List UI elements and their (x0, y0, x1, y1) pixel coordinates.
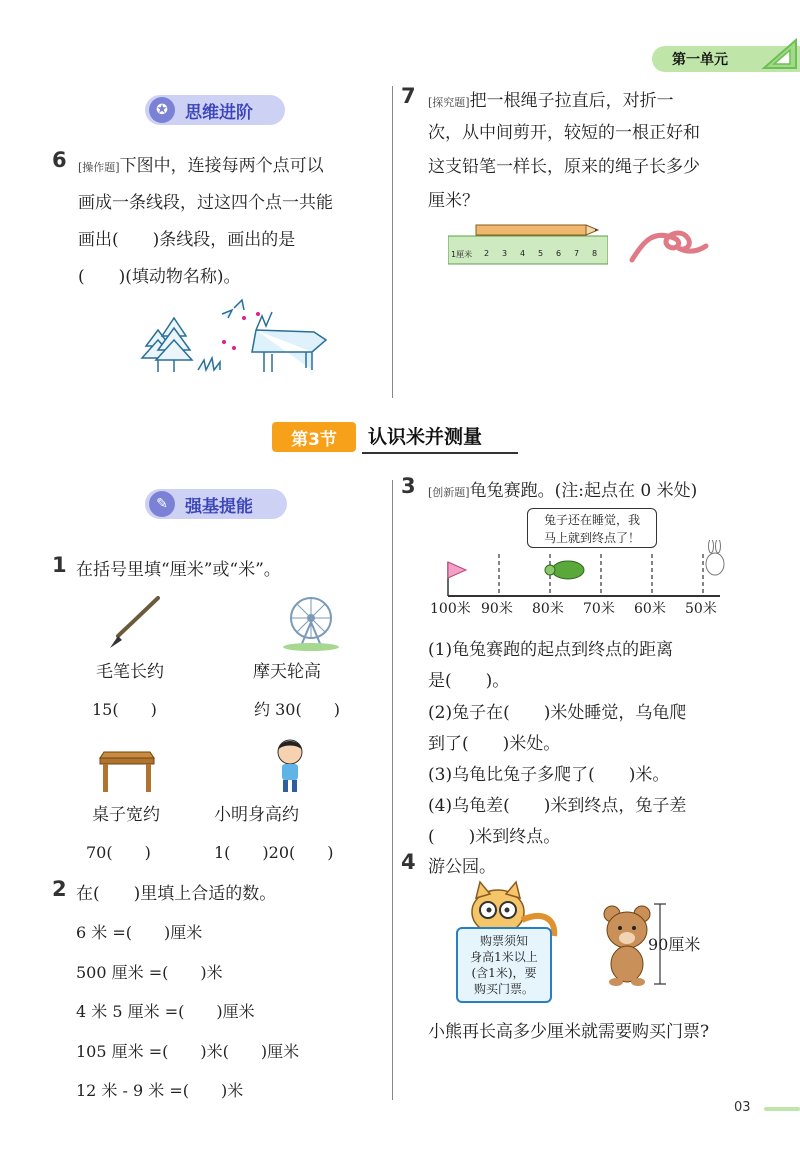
question-tag: [创新题] (428, 486, 470, 499)
sign-line: (含1米)，要 (471, 966, 537, 980)
q1-item-label: 小明身高约 (214, 805, 299, 825)
column-divider-top (392, 86, 393, 398)
column-divider-bottom (392, 480, 393, 1100)
ruler-tick-label: 8 (592, 249, 598, 258)
q6-text: 下图中，连接每两个点可以 (119, 156, 324, 176)
ruler-unit-label: 1厘米 (451, 250, 473, 259)
q7-line-2: 次，从中间剪开，较短的一根正好和 (428, 123, 700, 143)
pencil-and-ruler (448, 222, 608, 266)
turtle-icon (545, 561, 584, 579)
q3-sub-line: 是( )。 (428, 671, 510, 691)
q2-line: 4 米 5 厘米 =( )厘米 (76, 1002, 255, 1021)
q1-text: 在括号里填“厘米”或“米”。 (76, 560, 281, 580)
track-label: 80米 (532, 601, 564, 617)
q6-line-1 (78, 151, 324, 176)
triangle-icon (760, 38, 800, 72)
track-label: 90米 (481, 601, 513, 617)
badge-basic (145, 489, 287, 519)
q1-item-answer: 15( ) (92, 700, 157, 719)
q1-item-label: 摩天轮高 (253, 662, 321, 682)
q6-line-3: 画出( )条线段，画出的是 (78, 230, 296, 250)
speech-line: 兔子还在睡觉，我 (543, 513, 640, 527)
q3-sub-line: ( )米到终点。 (428, 827, 561, 847)
race-track (428, 540, 728, 600)
ruler-tick-label: 4 (520, 249, 526, 258)
q2-line: 12 米 - 9 米 =( )米 (76, 1081, 244, 1100)
unit-tab (652, 46, 800, 72)
page-number: 03 (734, 1100, 751, 1115)
question-number: 3 (401, 474, 416, 498)
ruler-tick-label: 3 (502, 249, 508, 258)
track-label: 70米 (583, 601, 615, 617)
section-title: 认识米并测量 (362, 422, 518, 454)
sign-line: 购买门票。 (473, 982, 534, 996)
question-number: 7 (401, 84, 416, 108)
q7-line-1 (428, 86, 674, 111)
table-icon (96, 748, 158, 794)
pencil-badge-icon: ✎ (149, 491, 175, 517)
q3-text-line (428, 476, 697, 501)
rabbit-icon (706, 540, 724, 575)
badge-label: 强基提能 (185, 496, 253, 517)
q7-line-3: 这支铅笔一样长，原来的绳子长多少 (428, 157, 700, 177)
q3-text: 龟兔赛跑。(注:起点在 0 米处) (469, 481, 698, 501)
q1-item-answer: 1( )20( ) (214, 843, 334, 862)
q3-sub-line: 到了( )米处。 (428, 734, 561, 754)
q2-line: 6 米 =( )厘米 (76, 923, 203, 942)
q1-item-answer: 70( ) (86, 843, 151, 862)
badge-label: 思维进阶 (185, 102, 253, 123)
animal-dots-illustration (126, 296, 336, 382)
track-label: 50米 (685, 601, 717, 617)
sign-line: 购票须知 (479, 934, 528, 948)
q1-item-answer: 约 30( ) (254, 700, 340, 719)
q3-sub-line: (3)乌龟比兔子多爬了( )米。 (428, 765, 670, 785)
q2-line: 105 厘米 =( )米( )厘米 (76, 1042, 300, 1061)
q4-question: 小熊再长高多少厘米就需要购买门票? (428, 1022, 710, 1042)
sign-line: 身高1米以上 (470, 950, 538, 964)
question-number: 2 (52, 877, 67, 901)
q3-sub-line: (1)龟兔赛跑的起点到终点的距离 (428, 640, 674, 660)
brush-icon (104, 594, 164, 652)
section-number: 第3节 (272, 422, 356, 452)
ferris-wheel-icon (279, 594, 343, 652)
question-number: 6 (52, 148, 67, 172)
q4-text: 游公园。 (428, 857, 496, 877)
ruler-tick-label: 7 (574, 249, 580, 258)
page-accent-bar (764, 1107, 800, 1111)
ruler-tick-label: 6 (556, 249, 562, 258)
question-tag: [操作题] (78, 161, 120, 174)
q7-line-4: 厘米？ (428, 191, 479, 211)
badge-thinking (145, 95, 285, 125)
track-label: 100米 (430, 601, 471, 617)
q7-text: 把一根绳子拉直后，对折一 (469, 91, 674, 111)
bear-height-label: 90厘米 (648, 935, 701, 954)
question-number: 4 (401, 850, 416, 874)
q2-text: 在( )里填上合适的数。 (76, 884, 277, 904)
ruler-tick-label: 2 (484, 249, 490, 258)
q1-item-label: 毛笔长约 (96, 662, 164, 682)
ruler-tick-label: 5 (538, 249, 544, 258)
speech-line: 马上就到终点了！ (543, 531, 640, 545)
q2-line: 500 厘米 =( )米 (76, 963, 223, 982)
ticket-notice-sign (456, 927, 552, 1003)
unit-label: 第一单元 (672, 52, 728, 68)
q6-line-4: ( )(填动物名称)。 (78, 267, 241, 287)
ribbon-icon (624, 220, 710, 266)
question-tag: [探究题] (428, 96, 470, 109)
boy-icon (270, 738, 310, 796)
question-number: 1 (52, 553, 67, 577)
q6-line-2: 画成一条线段，过这四个点一共能 (78, 193, 333, 213)
track-label: 60米 (634, 601, 666, 617)
q1-item-label: 桌子宽约 (92, 805, 160, 825)
q3-sub-line: (2)兔子在( )米处睡觉，乌龟爬 (428, 703, 687, 723)
q3-sub-line: (4)乌龟差( )米到终点，兔子差 (428, 796, 687, 816)
flag-icon (448, 562, 466, 578)
medal-icon: ✪ (149, 97, 175, 123)
